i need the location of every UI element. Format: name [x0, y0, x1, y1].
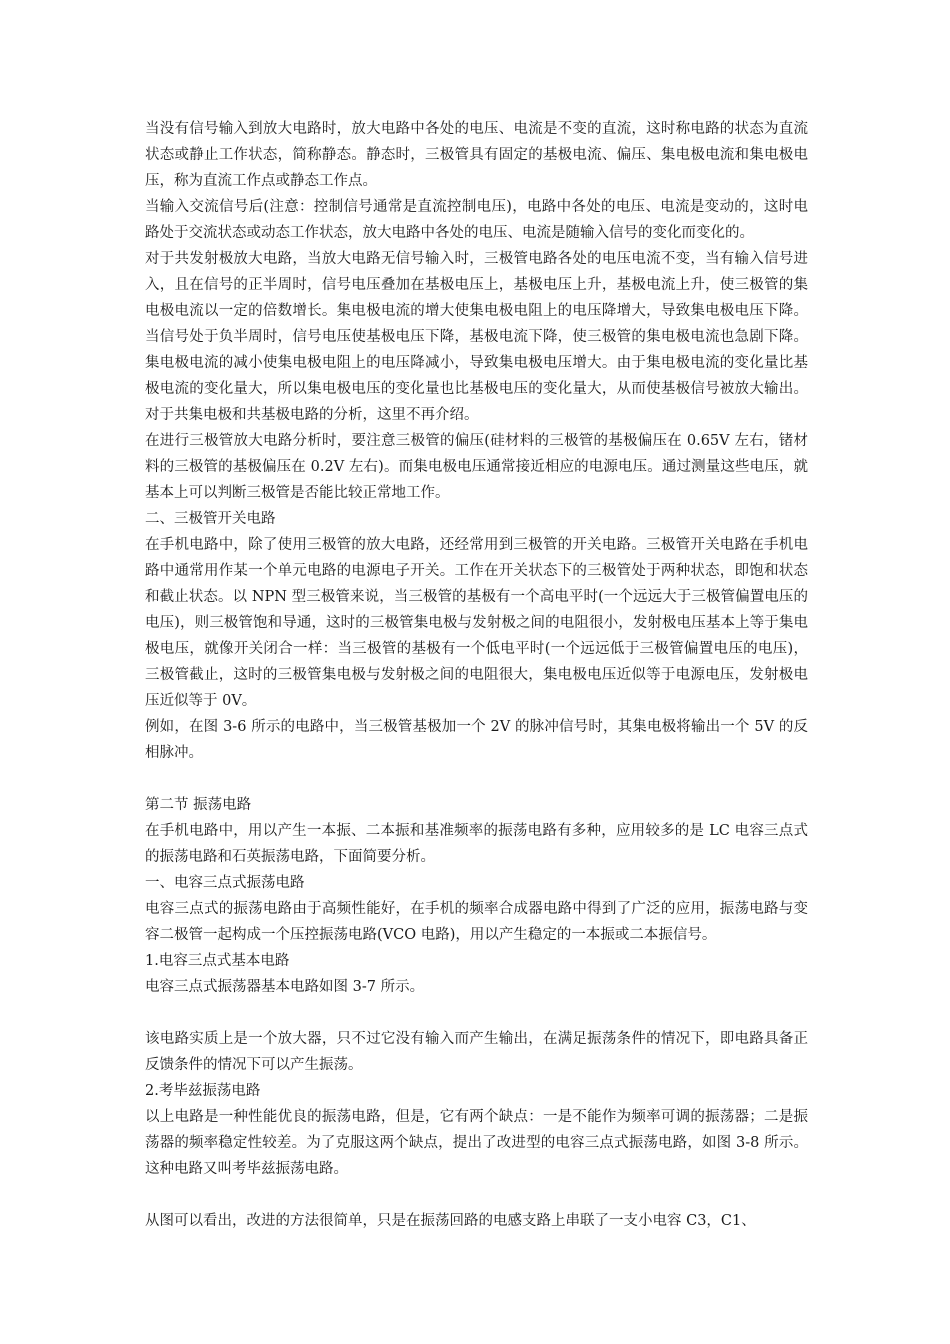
paragraph-improvement: 从图可以看出，改进的方法很简单，只是在振荡回路的电感支路上串联了一支小电容 C3，C1、 [145, 1213, 756, 1229]
paragraph-static-state: 当没有信号输入到放大电路时，放大电路中各处的电压、电流是不变的直流，这时称电路的状态为直流状态或静止工作状态，简称静态。静态时，三极管具有固定的基极电流、偏压、集电极电流和集电极电压，称为直流工作点或静态工作点。 [145, 121, 808, 189]
heading-capacitor-three-point: 一、电容三点式振荡电路 [145, 875, 305, 891]
paragraph-dynamic-state: 当输入交流信号后(注意：控制信号通常是直流控制电压)，电路中各处的电压、电流是变动的，这时电路处于交流状态或动态工作状态，放大电路中各处的电压、电流是随输入信号的变化而变化的。 [145, 199, 808, 241]
paragraph-basic-circuit-figure: 电容三点式振荡器基本电路如图 3-7 所示。 [145, 979, 425, 995]
paragraph-capacitor-three-point: 电容三点式的振荡电路由于高频性能好，在手机的频率合成器电路中得到了广泛的应用，振荡电路与变容二极管一起构成一个压控振荡电路(VCO 电路)，用以产生稳定的一本振或二本振信号。 [145, 901, 808, 943]
paragraph-colpitts: 以上电路是一种性能优良的振荡电路，但是，它有两个缺点：一是不能作为频率可调的振荡器；二是振荡器的频率稳定性较差。为了克服这两个缺点，提出了改进型的电容三点式振荡电路，如图 3-8 所示。这种电路又叫考毕兹振荡电路。 [145, 1109, 808, 1177]
paragraph-switch-circuit: 在手机电路中，除了使用三极管的放大电路，还经常用到三极管的开关电路。三极管开关电路在手机电路中通常用作某一个单元电路的电源电子开关。工作在开关状态下的三极管处于两种状态，即饱和状态和截止状态。以 NPN 型三极管来说，当三极管的基极有一个高电平时(一个远远大于三极管偏置电压的电压)，则三极管饱和导通，这时的三极管集电极与发射极之间的电阻很小，发射极电压基本上等于集电极电压，就像开关闭合一样：当三极管的基极有一个低电平时(一个远远低于三极管偏置电压的电压)，三极管截止，这时的三极管集电极与发射极之间的电阻很大，集电极电压近似等于电源电压，发射极电压近似等于 0V。 [145, 537, 808, 709]
paragraph-bias-voltage: 在进行三极管放大电路分析时，要注意三极管的偏压(硅材料的三极管的基极偏压在 0.65V 左右，锗材料的三极管的基极偏压在 0.2V 左右)。而集电极电压通常接近相应的电源电压。通过测量这些电压，就基本上可以判断三极管是否能比较正常地工作。 [145, 433, 808, 501]
paragraph-amplifier-nature: 该电路实质上是一个放大器，只不过它没有输入而产生输出，在满足振荡条件的情况下，即电路具备正反馈条件的情况下可以产生振荡。 [145, 1031, 808, 1073]
blank-line [145, 1182, 808, 1208]
paragraph-oscillator-intro: 在手机电路中，用以产生一本振、二本振和基准频率的振荡电路有多种，应用较多的是 LC 电容三点式的振荡电路和石英振荡电路，下面简要分析。 [145, 823, 808, 865]
paragraph-example-3-6: 例如，在图 3-6 所示的电路中，当三极管基极加一个 2V 的脉冲信号时，其集电极将输出一个 5V 的反相脉冲。 [145, 719, 808, 761]
document-body [145, 116, 808, 1234]
blank-line [145, 1000, 808, 1026]
heading-basic-circuit: 1.电容三点式基本电路 [145, 953, 290, 969]
paragraph-common-emitter: 对于共发射极放大电路，当放大电路无信号输入时，三极管电路各处的电压电流不变，当有输入信号进入，且在信号的正半周时，信号电压叠加在基极电压上，基极电压上升，基极电流上升，使三极管的集电极电流以一定的倍数增长。集电极电流的增大使集电极电阻上的电压降增大，导致集电极电压下降。当信号处于负半周时，信号电压使基极电压下降，基极电流下降，使三极管的集电极电流也急剧下降。集电极电流的减小使集电极电阻上的电压降减小，导致集电极电压增大。由于集电极电流的变化量比基极电流的变化量大，所以集电极电压的变化量也比基极电压的变化量大，从而使基极信号被放大输出。对于共集电极和共基极电路的分析，这里不再介绍。 [145, 251, 808, 423]
blank-line [145, 766, 808, 792]
heading-switch-circuit: 二、三极管开关电路 [145, 511, 276, 527]
heading-colpitts: 2.考毕兹振荡电路 [145, 1083, 261, 1099]
section-heading-oscillator: 第二节 振荡电路 [145, 797, 252, 813]
